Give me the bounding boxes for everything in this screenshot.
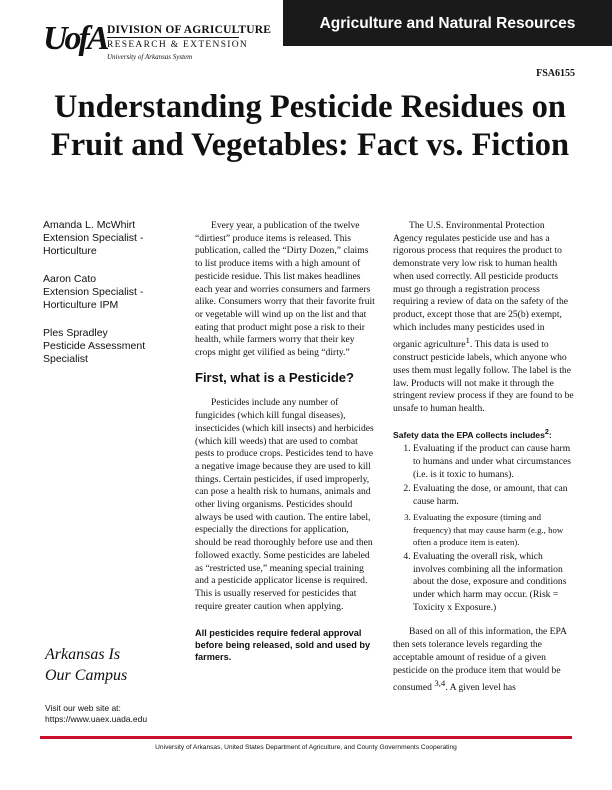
federal-approval-note: All pesticides require federal approval before being released, sold and used by farmers. <box>195 628 371 663</box>
website-block <box>45 703 147 725</box>
article-column-1 <box>195 220 376 663</box>
slogan-line-2: Our Campus <box>45 667 128 684</box>
author-role: Extension Specialist - Horticulture IPM <box>43 286 144 311</box>
safety-data-heading-text: Safety data the EPA collects includes <box>393 429 545 440</box>
footnote-ref: 2 <box>544 427 549 436</box>
author-name: Ples Spradley <box>43 327 108 339</box>
article-column-2 <box>393 220 574 695</box>
epa-paragraph <box>393 220 574 416</box>
tolerance-paragraph-rest: . A given level has <box>445 682 516 694</box>
campus-slogan <box>45 644 127 686</box>
epa-paragraph-text: The U.S. Environmental Protection Agency regulates pesticide use and has a rigorous process that requires the product to demonstrate very low risk to human health when used correctly. All pesticide products must go through a registration process requiring a review of data on the safety of the product, except those that are 25(b) exempt, which includes many pesticides used in organic agriculture <box>393 220 569 351</box>
list-item: 3. Evaluating the exposure (timing and frequency) that may cause harm (e.g., how often a produce item is eaten). <box>413 511 574 549</box>
logo-divider <box>107 37 239 38</box>
pesticide-paragraph: Pesticides include any number of fungicides (which kill fungal diseases), insecticides (which kill insects) and herbicides (which kill weeds) that are used to combat pests to produce crops. Pesticides tend to have a negative image because they are used to kill things. Certain pesticides, if used improperly, can pose a health risk to humans, animals and other living organisms. Pesticides should always be used with caution. The entire label, especially the directions for application, should be read thoroughly before use and then followed exactly. Some pesticides are labeled as “restricted use,” meaning special training and a pesticide applicator license is required. This is usually reserved for pesticides that require greater caution when applying. <box>195 397 374 612</box>
authors-list <box>43 219 183 381</box>
logo-division-text: DIVISION OF AGRICULTURE <box>107 24 272 36</box>
header-banner <box>283 0 612 46</box>
safety-data-heading-colon: : <box>548 429 552 440</box>
list-item: 1. Evaluating if the product can cause harm to humans and under what circumstances (i.e. is it toxic to humans). <box>413 443 574 481</box>
author-name: Aaron Cato <box>43 273 97 285</box>
author-role: Extension Specialist - Horticulture <box>43 232 144 257</box>
epa-paragraph-rest: . This data is used to construct pesticide labels, which anyone who uses them must legally follow. The label is the law. Products will not make it through the stringent review process if they are found to be unsafe to human health. <box>393 339 574 415</box>
footer-rule <box>40 736 572 739</box>
logo-mark: UofA <box>43 20 107 57</box>
tolerance-paragraph <box>393 626 574 695</box>
author-name: Amanda L. McWhirt <box>43 219 136 231</box>
safety-data-heading <box>393 426 574 442</box>
author-1 <box>43 219 183 258</box>
slogan-line-1: Arkansas Is <box>45 646 121 663</box>
footnote-ref: 3,4 <box>434 678 446 689</box>
document-title: Understanding Pesticide Residues on Fruit and Vegetables: Fact vs. Fiction <box>50 89 570 163</box>
uaex-logo[interactable] <box>43 20 272 68</box>
header-banner-text: Agriculture and Natural Resources <box>319 15 576 32</box>
list-item: 2. Evaluating the dose, or amount, that can cause harm. <box>413 483 574 508</box>
footer-text: University of Arkansas, United States Department of Agriculture, and County Governments Cooperating <box>155 744 457 751</box>
safety-data-list <box>393 443 574 614</box>
website-label: Visit our web site at: <box>45 703 121 713</box>
list-item: 4. Evaluating the overall risk, which involves combining all the information about the dose, exposure and conditions under which harm may occur. (Risk = Toxicity x Exposure.) <box>413 551 574 615</box>
author-3 <box>43 327 183 366</box>
website-link[interactable]: https://www.uaex.uada.edu <box>45 714 148 724</box>
document-number: FSA6155 <box>536 68 575 79</box>
logo-system-text: University of Arkansas System <box>107 53 193 61</box>
logo-research-text: RESEARCH & EXTENSION <box>107 40 249 50</box>
tolerance-paragraph-text: Based on all of this information, the EPA then sets tolerance levels regarding the acceptable amount of residue of a given pesticide on the produce item that would be consumed <box>393 626 567 694</box>
footnote-ref: 1 <box>465 335 470 346</box>
author-2 <box>43 273 183 312</box>
author-role: Pesticide Assessment Specialist <box>43 340 146 365</box>
intro-paragraph: Every year, a publication of the twelve “dirtiest” produce items is released. This publication, called the “Dirty Dozen,” claims to list produce items with a high amount of pesticide residue. This list makes headlines each year and worries consumers and farmers alike. Consumers worry that their favorite fruit or vegetable will wind up on the list and that eating that product might pose a risk to their health, while farmers worry that their key crops might get vilified as being “dirty.” <box>195 220 375 359</box>
section-heading: First, what is a Pesticide? <box>195 369 354 385</box>
